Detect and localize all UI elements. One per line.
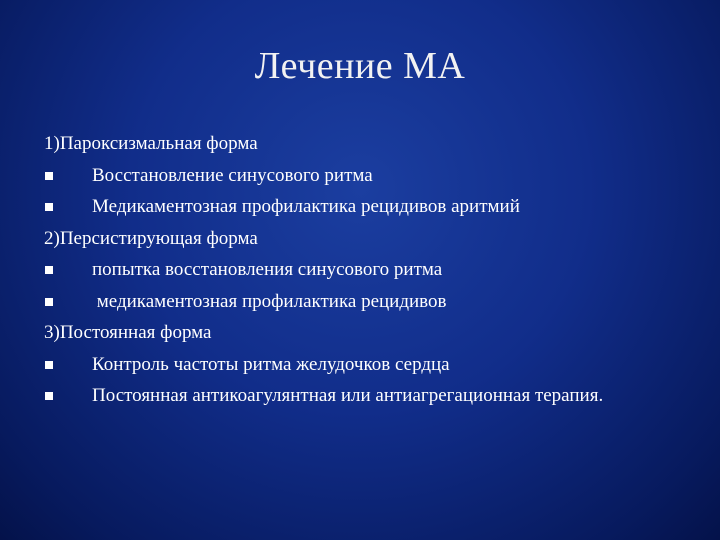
bullet-item [44, 286, 684, 318]
bullet-text: Медикаментозная профилактика рецидивов аритмий [92, 196, 520, 217]
bullet-item [44, 380, 684, 412]
bullet-text: медикаментозная профилактика рецидивов [92, 290, 447, 312]
section-heading-persistent: 2)Персистирующая форма [44, 227, 258, 249]
slide-content [44, 128, 684, 412]
square-bullet-icon [45, 172, 53, 180]
bullet-item [44, 191, 684, 223]
square-bullet-icon [45, 266, 53, 274]
bullet-item [44, 254, 684, 286]
square-bullet-icon [45, 392, 53, 400]
square-bullet-icon [45, 361, 53, 369]
slide-title: Лечение МА [254, 45, 466, 87]
section-heading-permanent: 3)Постоянная форма [44, 322, 212, 343]
square-bullet-icon [45, 298, 53, 306]
bullet-text: Восстановление синусового ритма [92, 164, 373, 186]
bullet-item [44, 349, 684, 381]
bullet-text: Контроль частоты ритма желудочков сердца [92, 353, 450, 375]
bullet-text: Постоянная антикоагулянтная или антиагрегационная терапия. [92, 385, 604, 406]
bullet-item [44, 160, 684, 192]
section-heading-paroxysmal: 1)Пароксизмальная форма [44, 133, 258, 154]
bullet-text: попытка восстановления синусового ритма [92, 259, 443, 280]
square-bullet-icon [45, 203, 53, 211]
